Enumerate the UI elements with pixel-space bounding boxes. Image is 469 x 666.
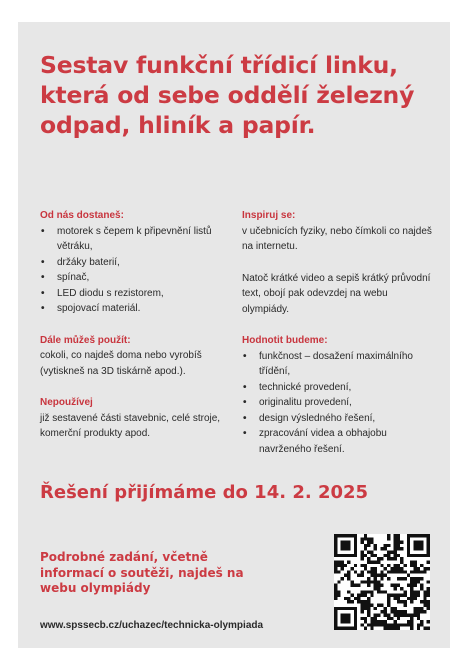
dont-section	[40, 395, 230, 442]
list-item: • design výsledného řešení,	[242, 411, 432, 427]
list-item: • funkčnost – dosažení maximálního třídění,	[242, 349, 432, 380]
evaluate-list	[242, 349, 432, 458]
spacer	[242, 317, 432, 333]
list-item: • zpracování videa a obhajobu navrženého řešení.	[242, 426, 432, 457]
spacer	[40, 379, 230, 395]
evaluate-section	[242, 333, 432, 457]
use-title: Dále můžeš použít:	[40, 334, 131, 346]
list-item: • technické provedení,	[242, 380, 432, 396]
left-column	[40, 208, 230, 442]
inspire-title: Inspiruj se:	[242, 210, 296, 221]
list-item: • spínač,	[40, 270, 230, 286]
list-item: • originalitu provedení,	[242, 395, 432, 411]
receive-section	[40, 208, 230, 317]
use-section	[40, 333, 230, 380]
inspire-section	[242, 208, 432, 317]
use-text: cokoli, co najdeš doma nebo vyrobíš (vytiskneš na 3D tiskárně apod.).	[40, 350, 202, 377]
list-item: • držáky baterií,	[40, 255, 230, 271]
spacer	[242, 255, 432, 271]
list-item: • spojovací materiál.	[40, 301, 230, 317]
inspire-text: v učebnicích fyziky, nebo čímkoli co najdeš na internetu.	[242, 225, 432, 252]
deadline-text: Řešení přijímáme do 14. 2. 2025	[40, 482, 369, 503]
list-item: • motorek s čepem k připevnění listů větráku,	[40, 224, 230, 255]
receive-title: Od nás dostaneš:	[40, 210, 124, 221]
website-link[interactable]: www.spssecb.cz/uchazec/technicka-olympiada	[40, 620, 264, 631]
list-item: • LED diodu s rezistorem,	[40, 286, 230, 302]
qr-code-icon[interactable]	[334, 534, 430, 630]
dont-text: již sestavené části stavebnic, celé stroje, komerční produkty apod.	[40, 412, 221, 439]
spacer	[40, 317, 230, 333]
headline: Sestav funkční třídicí linku, která od sebe oddělí železný odpad, hliník a papír.	[40, 51, 415, 139]
receive-list	[40, 224, 230, 317]
video-text: Natoč krátké video a sepiš krátký průvodní text, obojí pak odevzdej na webu olympiády.	[242, 272, 431, 315]
poster	[18, 22, 450, 648]
dont-title: Nepoužívej	[40, 397, 93, 408]
details-text: Podrobné zadání, včetně informací o soutěži, najdeš na webu olympiády	[40, 550, 244, 595]
right-column	[242, 208, 432, 457]
evaluate-title: Hodnotit budeme:	[242, 335, 328, 346]
